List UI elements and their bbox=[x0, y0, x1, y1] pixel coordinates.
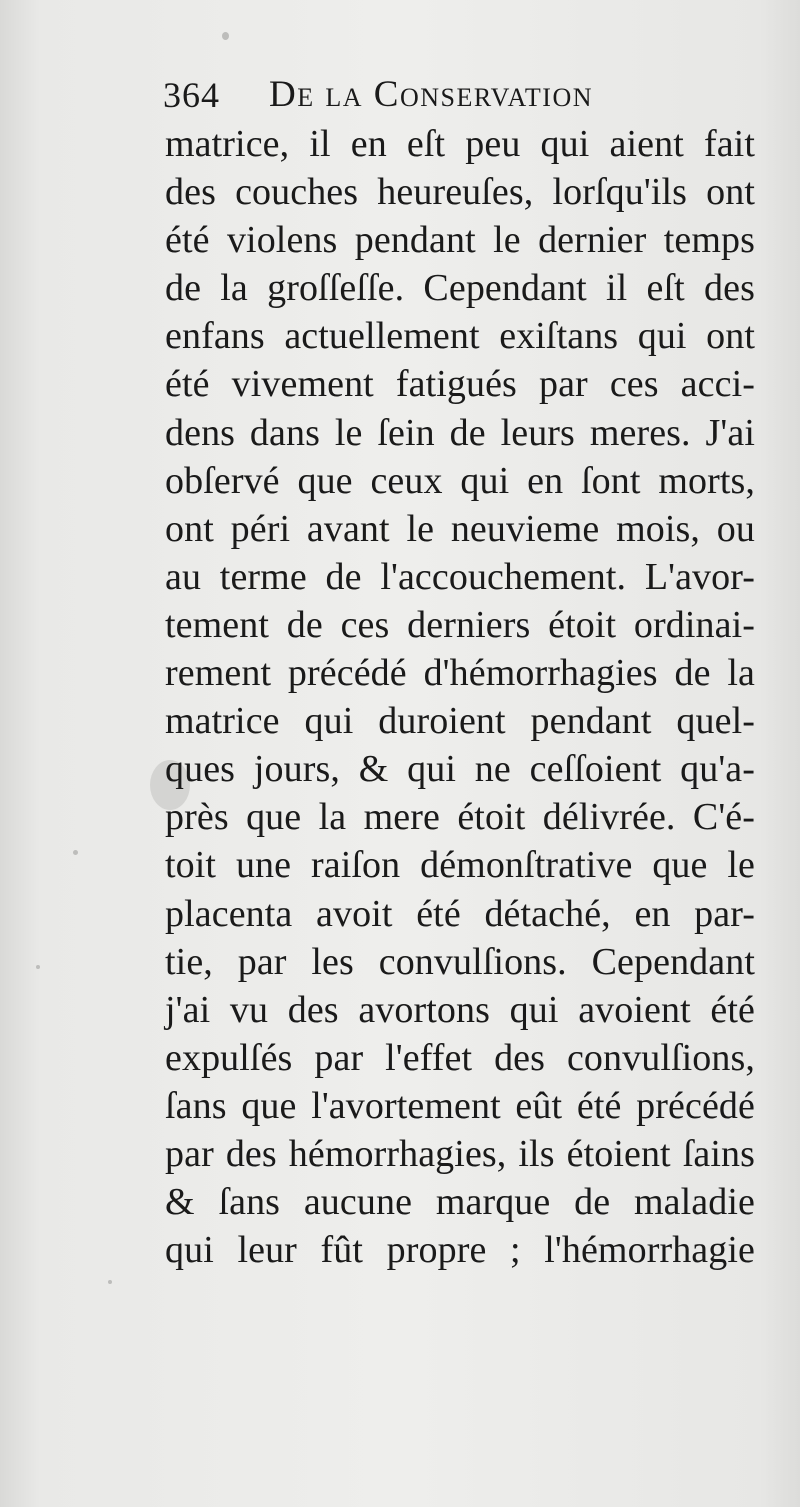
text-line: dens dans le ſein de leurs meres. J'ai bbox=[165, 411, 755, 454]
text-line: été vivement fatigués par ces acci- bbox=[165, 363, 755, 406]
text-line: qui leur fût propre ; l'hémorrhagie bbox=[165, 1229, 755, 1272]
text-line: été violens pendant le dernier temps bbox=[165, 219, 755, 262]
text-line: au terme de l'accouchement. L'avor- bbox=[165, 555, 755, 598]
ink-speck bbox=[108, 1280, 112, 1284]
ink-speck bbox=[36, 965, 40, 969]
text-line: placenta avoit été détaché, en par- bbox=[165, 892, 755, 935]
text-line: expulſés par l'effet des convulſions, bbox=[165, 1036, 755, 1079]
page-number: 364 bbox=[163, 75, 220, 115]
text-line: toit une raiſon démonſtrative que le bbox=[165, 844, 755, 887]
running-title: De la Conservation bbox=[269, 74, 594, 115]
ink-speck bbox=[73, 850, 78, 855]
text-line: matrice, il en eſt peu qui aient fait bbox=[165, 123, 755, 165]
text-line: des couches heureuſes, lorſqu'ils ont bbox=[165, 171, 755, 214]
text-line: ques jours, & qui ne ceſſoient qu'a- bbox=[165, 748, 755, 791]
text-line: obſervé que ceux qui en ſont morts, bbox=[165, 459, 755, 502]
text-line: ont péri avant le neuvieme mois, ou bbox=[165, 507, 755, 550]
body-text bbox=[165, 120, 755, 1274]
text-line: enfans actuellement exiſtans qui ont bbox=[165, 315, 755, 358]
text-line: tement de ces derniers étoit ordinai- bbox=[165, 603, 755, 646]
running-head bbox=[163, 66, 723, 126]
text-line: ſans que l'avortement eût été précédé bbox=[165, 1084, 755, 1127]
text-line: j'ai vu des avortons qui avoient été bbox=[165, 988, 755, 1031]
ink-speck bbox=[222, 32, 229, 40]
text-line: de la groſſeſſe. Cependant il eſt des bbox=[165, 267, 755, 310]
text-line: par des hémorrhagies, ils étoient ſains bbox=[165, 1132, 755, 1175]
text-line: rement précédé d'hémorrhagies de la bbox=[165, 652, 755, 695]
text-line: tie, par les convulſions. Cependant bbox=[165, 940, 755, 983]
text-line: matrice qui duroient pendant quel- bbox=[165, 700, 755, 743]
text-line: & ſans aucune marque de maladie bbox=[165, 1181, 755, 1224]
text-line: près que la mere étoit délivrée. C'é- bbox=[165, 796, 755, 839]
